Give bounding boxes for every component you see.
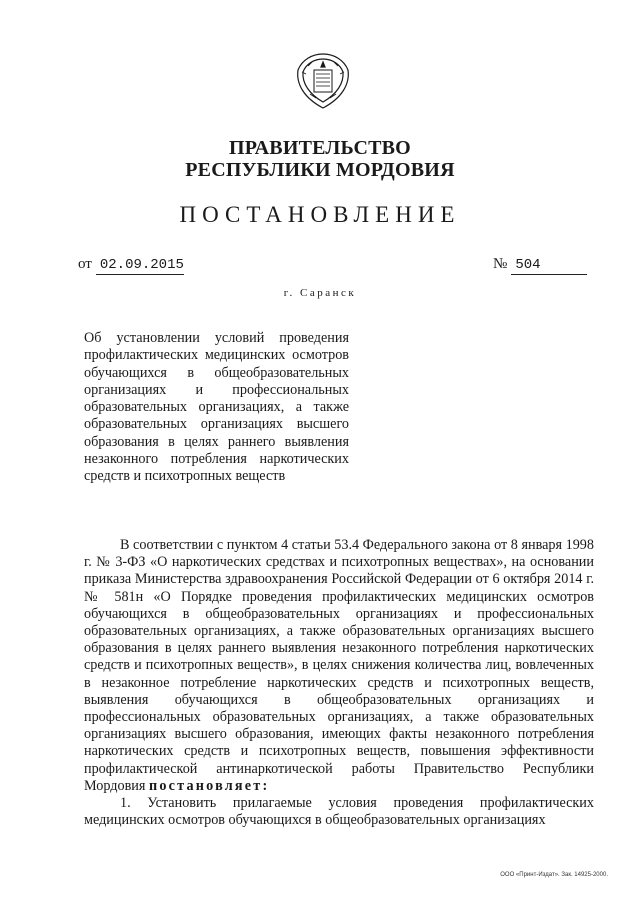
- org-name-line-2: РЕСПУБЛИКИ МОРДОВИЯ: [185, 159, 455, 181]
- document-type-title: ПОСТАНОВЛЕНИЕ: [179, 202, 461, 227]
- coat-of-arms-emblem: [294, 50, 352, 112]
- print-footer-note: ООО «Принт-Издат». Зак. 14925-2000.: [500, 872, 608, 878]
- number-field: [493, 256, 587, 275]
- document-subject: Об установлении условий проведения профилактических медицинских осмотров обучающихся в общеобразовательных организациях и профессиональных образовательных организациях, а также образовательных организациях высшего образования в целях раннего выявления незаконного потребления наркотических средств и психотропных веществ: [84, 330, 349, 485]
- org-name-line-1: ПРАВИТЕЛЬСТВО: [229, 137, 411, 159]
- date-field: [78, 256, 184, 275]
- date-value: 02.09.2015: [96, 257, 184, 275]
- city-label: г. Саранск: [283, 287, 357, 299]
- number-value: 504: [511, 257, 587, 275]
- preamble-paragraph: [84, 537, 594, 795]
- date-prefix: от: [78, 256, 92, 272]
- document-body: [84, 537, 594, 829]
- preamble-text: В соответствии с пунктом 4 статьи 53.4 Федерального закона от 8 января 1998 г. № 3-ФЗ «О наркотических средствах и психотропных веществах», на основании приказа Министерства здравоохранения Российской Федерации от 6 октября 2014 г. № 581н «О Порядке проведения профилактических медицинских осмотров обучающихся в общеобразовательных организациях и профессиональных образовательных организациях, а также образовательных организациях высшего образования в целях раннего выявления незаконного потребления наркотических средств и психотропных веществ», в целях снижения количества лиц, вовлеченных в незаконное потребление наркотических средств и психотропных веществ, выявления обучающихся в общеобразовательных организациях и профессиональных образовательных организациях, а также образовательных организациях высшего образования, имеющих факты незаконного потребления наркотических средств и психотропных веществ, повышения эффективности профилактической антинаркотической работы Правительство Республики Мордовия: [84, 537, 594, 794]
- resolves-keyword: постановляет:: [148, 777, 270, 794]
- item-1-paragraph: 1. Установить прилагаемые условия проведения профилактических медицинских осмотров обучающихся в общеобразовательных организациях: [84, 795, 594, 829]
- number-prefix: №: [493, 256, 508, 272]
